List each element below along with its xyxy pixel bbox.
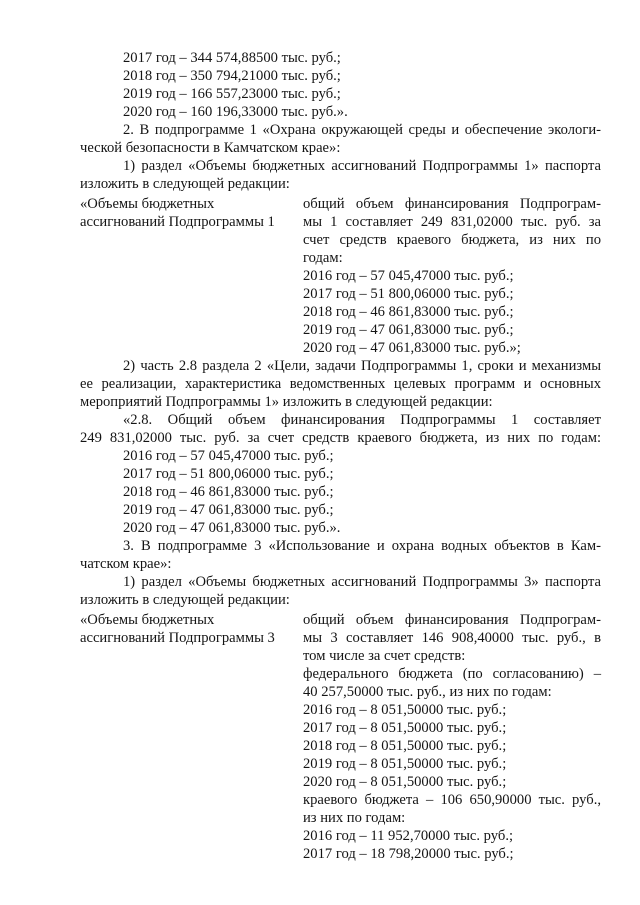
item2-year-2020: 2020 год – 47 061,83000 тыс. руб.».	[123, 520, 341, 536]
item3-table-right-line10: 2020 год – 8 051,50000 тыс. руб.;	[303, 774, 507, 790]
item3-table-right-line1: общий объем финансирования Подпрограм-	[303, 612, 601, 628]
item2-table-right-line7: 2018 год – 46 861,83000 тыс. руб.;	[303, 304, 514, 320]
item2-table-right-line1: общий объем финансирования Подпрограм-	[303, 196, 601, 212]
item2-sub2-line4: «2.8. Общий объем финансирования Подпрограммы 1 составляет	[123, 412, 601, 428]
item3-table-right-line8: 2018 год – 8 051,50000 тыс. руб.;	[303, 738, 507, 754]
item2-heading-line1: 2. В подпрограмме 1 «Охрана окружающей среды и обеспечение экологи-	[123, 122, 601, 138]
item2-sub2-line3: мероприятий Подпрограммы 1» изложить в следующей редакции:	[80, 394, 493, 410]
item2-heading-line2: ческой безопасности в Камчатском крае»:	[80, 140, 341, 156]
item3-heading-line1: 3. В подпрограмме 3 «Использование и охрана водных объектов в Кам-	[123, 538, 601, 554]
item2-sub2-line1: 2) часть 2.8 раздела 2 «Цели, задачи Подпрограммы 1, сроки и механизмы	[123, 358, 601, 374]
item2-table-right-line6: 2017 год – 51 800,06000 тыс. руб.;	[303, 286, 514, 302]
item2-table-right-line5: 2016 год – 57 045,47000 тыс. руб.;	[303, 268, 514, 284]
item2-year-2017: 2017 год – 51 800,06000 тыс. руб.;	[123, 466, 334, 482]
item3-table-right-line13: 2016 год – 11 952,70000 тыс. руб.;	[303, 828, 514, 844]
item2-sub2-line5: 249 831,02000 тыс. руб. за счет средств краевого бюджета, из них по годам:	[80, 430, 601, 446]
item2-table-right-line9: 2020 год – 47 061,83000 тыс. руб.»;	[303, 340, 521, 356]
item3-sub1-line2: изложить в следующей редакции:	[80, 592, 290, 608]
item2-table-right-line3: счет средств краевого бюджета, из них по	[303, 232, 601, 248]
item3-table-right-line3: том числе за счет средств:	[303, 648, 466, 664]
item3-table-left-line1: «Объемы бюджетных	[80, 612, 215, 628]
item2-sub1-line2: изложить в следующей редакции:	[80, 176, 290, 192]
item2-table-left-line2: ассигнований Подпрограммы 1	[80, 214, 275, 230]
item3-table-right-line4: федерального бюджета (по согласованию) –	[303, 666, 601, 682]
budget-line-2020: 2020 год – 160 196,33000 тыс. руб.».	[123, 104, 348, 120]
item3-sub1-line1: 1) раздел «Объемы бюджетных ассигнований Подпрограммы 3» паспорта	[123, 574, 601, 590]
item2-year-2019: 2019 год – 47 061,83000 тыс. руб.;	[123, 502, 334, 518]
item3-heading-line2: чатском крае»:	[80, 556, 172, 572]
item3-table-right-line11: краевого бюджета – 106 650,90000 тыс. руб.,	[303, 792, 601, 808]
item2-sub2-line2: ее реализации, характеристика ведомственных целевых программ и основных	[80, 376, 601, 392]
item3-table-right-line14: 2017 год – 18 798,20000 тыс. руб.;	[303, 846, 514, 862]
item2-table-right-line4: годам:	[303, 250, 343, 266]
item3-table-right-line9: 2019 год – 8 051,50000 тыс. руб.;	[303, 756, 507, 772]
item3-table-left-line2: ассигнований Подпрограммы 3	[80, 630, 275, 646]
item3-table-right-line7: 2017 год – 8 051,50000 тыс. руб.;	[303, 720, 507, 736]
item3-table-right-line6: 2016 год – 8 051,50000 тыс. руб.;	[303, 702, 507, 718]
item2-table-right-line2: мы 1 составляет 249 831,02000 тыс. руб. за	[303, 214, 601, 230]
item2-year-2016: 2016 год – 57 045,47000 тыс. руб.;	[123, 448, 334, 464]
item2-table-right-line8: 2019 год – 47 061,83000 тыс. руб.;	[303, 322, 514, 338]
budget-line-2018: 2018 год – 350 794,21000 тыс. руб.;	[123, 68, 341, 84]
item2-sub1-line1: 1) раздел «Объемы бюджетных ассигнований Подпрограммы 1» паспорта	[123, 158, 601, 174]
item2-table-left-line1: «Объемы бюджетных	[80, 196, 215, 212]
item3-table-right-line12: из них по годам:	[303, 810, 406, 826]
item3-table-right-line2: мы 3 составляет 146 908,40000 тыс. руб., в	[303, 630, 601, 646]
budget-line-2017: 2017 год – 344 574,88500 тыс. руб.;	[123, 50, 341, 66]
item3-table-right-line5: 40 257,50000 тыс. руб., из них по годам:	[303, 684, 552, 700]
budget-line-2019: 2019 год – 166 557,23000 тыс. руб.;	[123, 86, 341, 102]
item2-year-2018: 2018 год – 46 861,83000 тыс. руб.;	[123, 484, 334, 500]
